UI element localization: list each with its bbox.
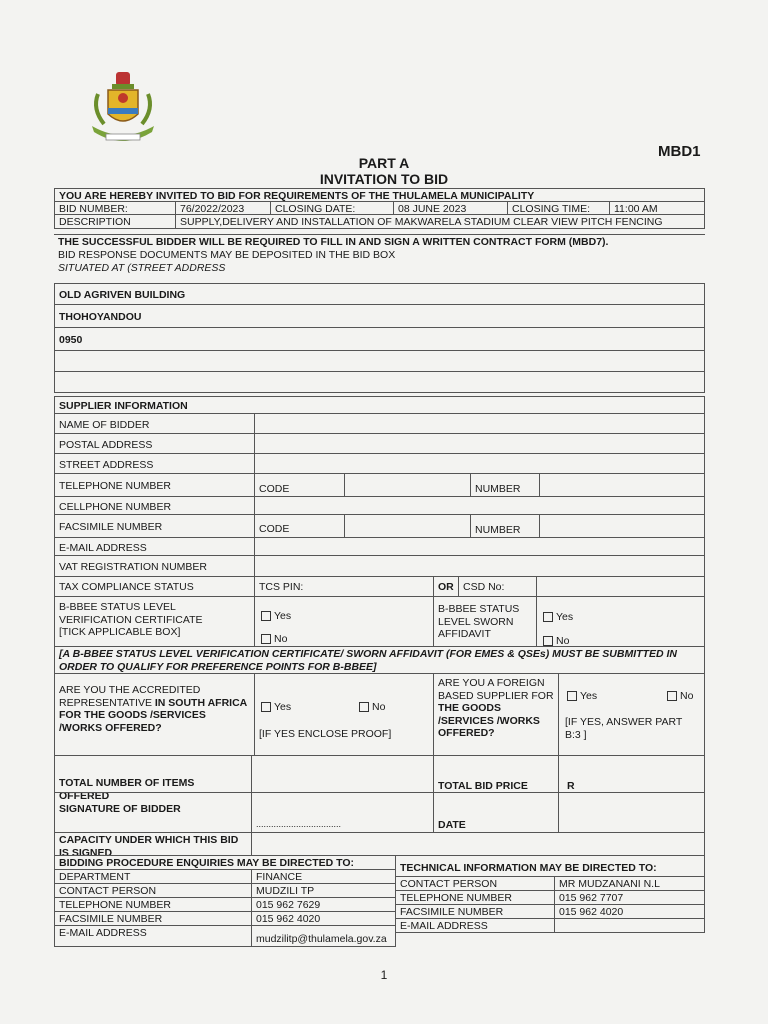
page-number: 1 <box>380 968 388 982</box>
procedure-label: FACSIMILE NUMBER <box>54 911 252 926</box>
street-address-input[interactable] <box>254 453 705 474</box>
field-label: TELEPHONE NUMBER <box>54 473 255 497</box>
bbbee-tick-label: [TICK APPLICABLE BOX] <box>59 626 181 639</box>
postal-address-input[interactable] <box>254 433 705 454</box>
checkbox-icon[interactable] <box>359 702 369 712</box>
foreign-yes[interactable]: Yes <box>567 690 597 703</box>
description-value: SUPPLY,DELIVERY AND INSTALLATION OF MAKWARELA STADIUM CLEAR VIEW PITCH FENCING <box>175 214 705 229</box>
vat-input[interactable] <box>254 555 705 577</box>
field-label: NAME OF BIDDER <box>54 413 255 434</box>
accredited-options <box>254 673 434 756</box>
procedure-value: 015 962 4020 <box>251 911 396 926</box>
bid-number-label: BID NUMBER: <box>54 201 176 215</box>
address-line <box>54 350 705 372</box>
procedure-label: CONTACT PERSON <box>54 883 252 898</box>
field-label: STREET ADDRESS <box>54 453 255 474</box>
closing-date-value: 08 JUNE 2023 <box>393 201 508 215</box>
bbbee-cert-options <box>254 596 434 647</box>
procedure-value: MUDZILI TP <box>251 883 396 898</box>
procedure-email-link[interactable]: mudzilitp@thulamela.gov.za <box>251 925 396 947</box>
deposit-line-1: BID RESPONSE DOCUMENTS MAY BE DEPOSITED IN THE BID BOX <box>58 249 396 261</box>
part-label: PART A <box>358 155 410 171</box>
csd-no-input[interactable] <box>536 576 705 597</box>
date-input[interactable] <box>558 792 705 833</box>
total-price-label: TOTAL BID PRICE <box>433 755 559 793</box>
closing-time-value: 11:00 AM <box>609 201 705 215</box>
procedure-heading: BIDDING PROCEDURE ENQUIRIES MAY BE DIRECTED TO: <box>54 855 396 870</box>
bbbee-affidavit-no[interactable]: No <box>543 635 569 648</box>
or-label: OR <box>433 576 459 597</box>
tcs-pin-label: TCS PIN: <box>254 576 434 597</box>
municipal-crest-logo <box>82 64 164 148</box>
supplier-heading: SUPPLIER INFORMATION <box>54 396 705 414</box>
procedure-label: TELEPHONE NUMBER <box>54 897 252 912</box>
invite-text: YOU ARE HEREBY INVITED TO BID FOR REQUIREMENTS OF THE THULAMELA MUNICIPALITY <box>54 188 705 202</box>
foreign-options <box>558 673 705 756</box>
checkbox-icon[interactable] <box>261 634 271 644</box>
capacity-label: CAPACITY UNDER WHICH THIS BID IS SIGNED <box>54 832 252 856</box>
closing-date-label: CLOSING DATE: <box>270 201 394 215</box>
address-line: 0950 <box>54 327 705 351</box>
address-line: OLD AGRIVEN BUILDING <box>54 283 705 305</box>
bbbee-cert-no[interactable]: No <box>261 633 287 646</box>
name-of-bidder-input[interactable] <box>254 413 705 434</box>
accredited-yes[interactable]: Yes <box>261 701 291 714</box>
foreign-no[interactable]: No <box>667 690 693 703</box>
accredited-no[interactable]: No <box>359 701 385 714</box>
telephone-code-input[interactable] <box>344 473 471 497</box>
answer-part-note: [IF YES, ANSWER PART B:3 ] <box>565 716 683 741</box>
bbbee-cert-cell <box>54 596 255 647</box>
foreign-question: ARE YOU A FOREIGN BASED SUPPLIER FOR THE GOODS /SERVICES /WORKS OFFERED? <box>433 673 559 756</box>
checkbox-icon[interactable] <box>261 611 271 621</box>
code-label: CODE <box>254 473 345 497</box>
technical-label: CONTACT PERSON <box>395 876 555 891</box>
description-label: DESCRIPTION <box>54 214 176 229</box>
total-items-label: TOTAL NUMBER OF ITEMS OFFERED <box>54 755 252 793</box>
fax-code-input[interactable] <box>344 514 471 538</box>
bbbee-affidavit-label: B-BBEE STATUS LEVEL SWORN AFFIDAVIT <box>433 596 537 647</box>
bbbee-note: [A B-BBEE STATUS LEVEL VERIFICATION CERTIFICATE/ SWORN AFFIDAVIT (FOR EMES & QSEs) MUST BE SUBMITTED IN ORDER TO QUALIFY FOR PREFERENCE POINTS FOR B-BBEE] <box>54 646 705 674</box>
checkbox-icon[interactable] <box>261 702 271 712</box>
bbbee-affidavit-options <box>536 596 705 647</box>
address-line: THOHOYANDOU <box>54 304 705 328</box>
number-label: NUMBER <box>470 473 540 497</box>
deposit-line-2: SITUATED AT (STREET ADDRESS <box>58 262 226 274</box>
form-code: MBD1 <box>658 143 701 160</box>
field-label: E-MAIL ADDRESS <box>54 537 255 556</box>
field-label: POSTAL ADDRESS <box>54 433 255 454</box>
code-label: CODE <box>254 514 345 538</box>
signature-label: SIGNATURE OF BIDDER <box>54 792 252 833</box>
field-label: VAT REGISTRATION NUMBER <box>54 555 255 577</box>
csd-no-label: CSD No: <box>458 576 537 597</box>
procedure-label: DEPARTMENT <box>54 869 252 884</box>
field-label: FACSIMILE NUMBER <box>54 514 255 538</box>
number-label: NUMBER <box>470 514 540 538</box>
currency-symbol: R <box>558 755 705 793</box>
procedure-label: E-MAIL ADDRESS <box>54 925 252 947</box>
page-title: INVITATION TO BID <box>319 171 449 187</box>
bbbee-cert-yes[interactable]: Yes <box>261 610 291 623</box>
checkbox-icon[interactable] <box>543 636 553 646</box>
cellphone-input[interactable] <box>254 496 705 515</box>
bid-number-value: 76/2022/2023 <box>175 201 271 215</box>
technical-value <box>554 918 705 933</box>
bbbee-affidavit-yes[interactable]: Yes <box>543 611 573 624</box>
total-items-input[interactable] <box>251 755 434 793</box>
technical-value: 015 962 7707 <box>554 890 705 905</box>
technical-value: 015 962 4020 <box>554 904 705 919</box>
capacity-input[interactable] <box>251 832 705 856</box>
technical-value: MR MUDZANANI N.L <box>554 876 705 891</box>
closing-time-label: CLOSING TIME: <box>507 201 610 215</box>
checkbox-icon[interactable] <box>567 691 577 701</box>
telephone-number-input[interactable] <box>539 473 705 497</box>
technical-heading: TECHNICAL INFORMATION MAY BE DIRECTED TO: <box>395 855 705 877</box>
contract-note: THE SUCCESSFUL BIDDER WILL BE REQUIRED TO FILL IN AND SIGN A WRITTEN CONTRACT FORM (MBD7). <box>54 234 705 248</box>
procedure-value: 015 962 7629 <box>251 897 396 912</box>
accredited-question: ARE YOU THE ACCREDITED REPRESENTATIVE IN SOUTH AFRICA FOR THE GOODS /SERVICES /WORKS OFFERED? <box>54 673 255 756</box>
bbbee-cert-label: B-BBEE STATUS LEVEL VERIFICATION CERTIFICATE <box>59 601 203 626</box>
procedure-value: FINANCE <box>251 869 396 884</box>
date-label: DATE <box>433 792 559 833</box>
fax-number-input[interactable] <box>539 514 705 538</box>
field-label: TAX COMPLIANCE STATUS <box>54 576 255 597</box>
address-blank-row <box>54 371 705 393</box>
email-input[interactable] <box>254 537 705 556</box>
enclose-proof-note: [IF YES ENCLOSE PROOF] <box>259 728 392 740</box>
checkbox-icon[interactable] <box>543 612 553 622</box>
checkbox-icon[interactable] <box>667 691 677 701</box>
signature-line[interactable]: .................................. <box>251 792 434 833</box>
technical-label: TELEPHONE NUMBER <box>395 890 555 905</box>
technical-label: E-MAIL ADDRESS <box>395 918 555 933</box>
field-label: CELLPHONE NUMBER <box>54 496 255 515</box>
technical-label: FACSIMILE NUMBER <box>395 904 555 919</box>
